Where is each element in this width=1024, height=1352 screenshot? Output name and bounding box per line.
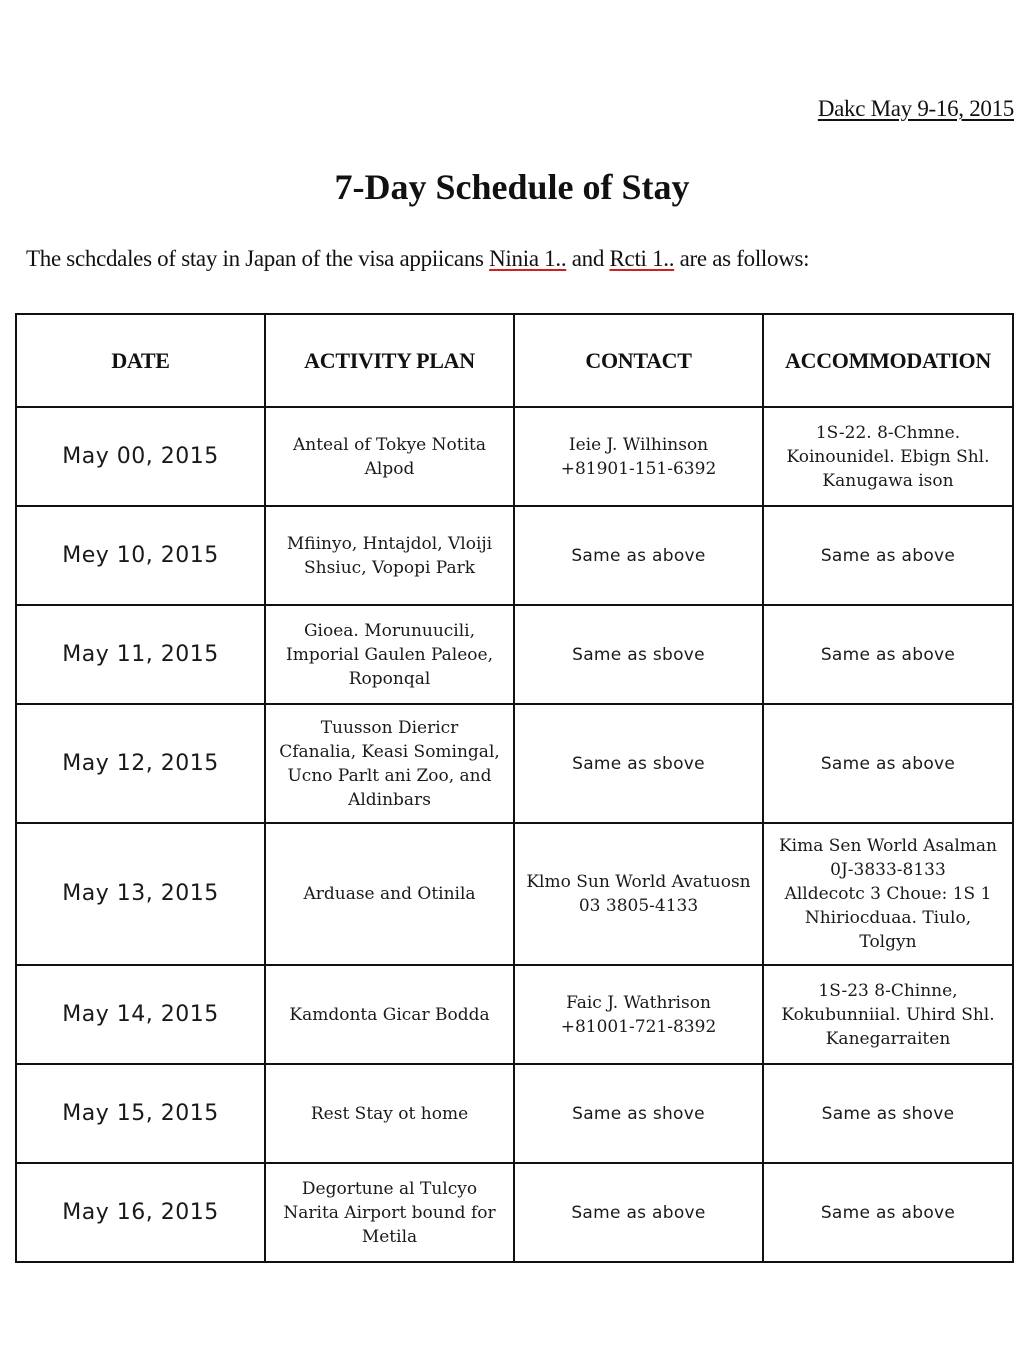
applicant-name-2: Rcti 1.. <box>609 246 675 271</box>
accommodation-cell: Same as above <box>763 506 1013 605</box>
accommodation-cell: Kima Sen World Asalman 0J-3833-8133 Alldecotc 3 Choue: 1S 1 Nhiriocduaa. Tiulo, Tolgyn <box>763 823 1013 965</box>
schedule-table <box>15 313 1014 1263</box>
date-cell: May 11, 2015 <box>16 605 265 704</box>
document-date: Dakc May 9-16, 2015 <box>817 96 1014 121</box>
table-row <box>16 823 1013 965</box>
date-cell: May 15, 2015 <box>16 1064 265 1163</box>
accommodation-cell: 1S-23 8-Chinne, Kokubunniial. Uhird Shl. Kanegarraiten <box>763 965 1013 1064</box>
column-header-activity-plan: ACTIVITY PLAN <box>265 314 514 407</box>
activity-cell: Arduase and Otinila <box>265 823 514 965</box>
table-row <box>16 506 1013 605</box>
accommodation-cell: Same as shove <box>763 1064 1013 1163</box>
contact-cell: Faic J. Wathrison +81001-721-8392 <box>514 965 763 1064</box>
contact-cell: Same as sbove <box>514 704 763 823</box>
table-row <box>16 704 1013 823</box>
activity-cell: Anteal of Tokye Notita Alpod <box>265 407 514 506</box>
intro-text-middle: and <box>566 246 610 271</box>
activity-cell: Tuusson Diericr Cfanalia, Keasi Somingal, Ucno Parlt ani Zoo, and Aldinbars <box>265 704 514 823</box>
date-cell: May 12, 2015 <box>16 704 265 823</box>
date-cell: Mey 10, 2015 <box>16 506 265 605</box>
table-row <box>16 965 1013 1064</box>
intro-text-before: The schcdales of stay in Japan of the visa appiicans <box>26 246 490 271</box>
table-header-row <box>16 314 1013 407</box>
intro-text-after: are as follows: <box>674 246 810 271</box>
contact-cell: Same as shove <box>514 1064 763 1163</box>
date-cell: May 14, 2015 <box>16 965 265 1064</box>
date-cell: May 16, 2015 <box>16 1163 265 1262</box>
date-cell: May 13, 2015 <box>16 823 265 965</box>
table-row <box>16 605 1013 704</box>
table-row <box>16 1064 1013 1163</box>
activity-cell: Rest Stay ot home <box>265 1064 514 1163</box>
activity-cell: Degortune al Tulcyo Narita Airport bound for Metila <box>265 1163 514 1262</box>
activity-cell: Mfiinyo, Hntajdol, Vloiji Shsiuc, Vopopi Park <box>265 506 514 605</box>
accommodation-cell: Same as above <box>763 1163 1013 1262</box>
activity-cell: Gioea. Morunuucili, Imporial Gaulen Paleoe, Roponqal <box>265 605 514 704</box>
accommodation-cell: Same as above <box>763 704 1013 823</box>
applicant-name-1: Ninia 1.. <box>489 246 567 271</box>
intro-paragraph <box>26 246 809 272</box>
contact-cell: Same as above <box>514 506 763 605</box>
table-row <box>16 1163 1013 1262</box>
contact-cell: Ieie J. Wilhinson +81901-151-6392 <box>514 407 763 506</box>
column-header-date: DATE <box>16 314 265 407</box>
column-header-contact: CONTACT <box>514 314 763 407</box>
contact-cell: Same as sbove <box>514 605 763 704</box>
page-title: 7-Day Schedule of Stay <box>334 167 690 207</box>
accommodation-cell: 1S-22. 8-Chmne. Koinounidel. Ebign Shl. Kanugawa ison <box>763 407 1013 506</box>
accommodation-cell: Same as above <box>763 605 1013 704</box>
contact-cell: Same as above <box>514 1163 763 1262</box>
date-cell: May 00, 2015 <box>16 407 265 506</box>
contact-cell: Klmo Sun World Avatuosn 03 3805-4133 <box>514 823 763 965</box>
column-header-accommodation: ACCOMMODATION <box>763 314 1013 407</box>
activity-cell: Kamdonta Gicar Bodda <box>265 965 514 1064</box>
table-row <box>16 407 1013 506</box>
